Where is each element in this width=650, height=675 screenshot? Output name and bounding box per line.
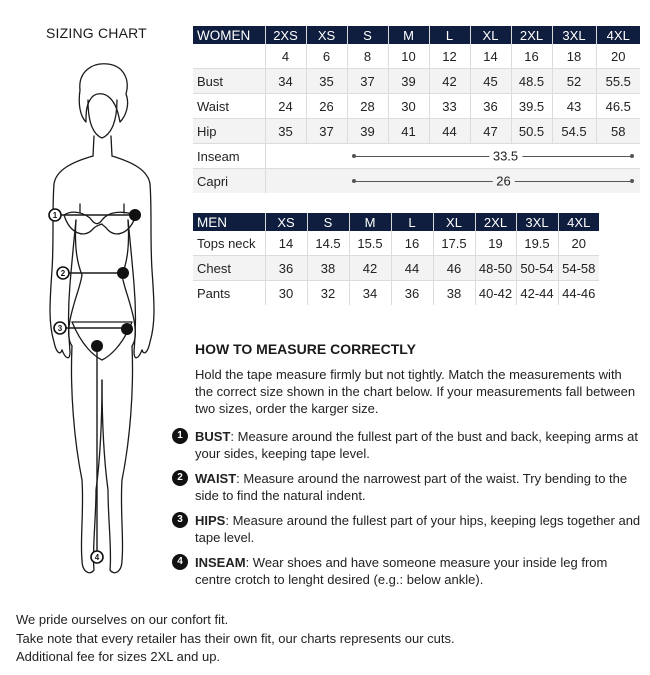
body-figure-illustration xyxy=(20,60,180,600)
table-cell: 58 xyxy=(596,119,640,144)
men-size-xs: XS xyxy=(265,213,307,231)
table-cell: 16 xyxy=(511,44,552,69)
table-cell: 42 xyxy=(429,69,470,94)
table-cell: 24 xyxy=(265,94,306,119)
table-cell: 39 xyxy=(388,69,429,94)
table-cell: 42-44 xyxy=(516,281,558,306)
footer-line-fit: We pride ourselves on our confort fit. xyxy=(16,612,229,627)
step-keyword: INSEAM xyxy=(195,555,246,570)
table-cell: 20 xyxy=(571,235,586,251)
marker-2-label: 2 xyxy=(60,269,66,278)
table-row xyxy=(193,44,640,69)
table-row xyxy=(193,281,599,306)
table-cell: 46.5 xyxy=(596,94,640,119)
women-header-row xyxy=(193,26,640,44)
step-keyword: HIPS xyxy=(195,513,226,528)
table-cell: 15.5 xyxy=(349,231,391,256)
table-cell: 38 xyxy=(307,256,349,281)
men-size-table xyxy=(193,213,599,305)
men-size-4xl: 4XL xyxy=(558,213,599,231)
table-cell: 37 xyxy=(306,119,347,144)
table-cell: 6 xyxy=(306,44,347,69)
women-size-m: M xyxy=(388,26,429,44)
step-keyword: BUST xyxy=(195,429,231,444)
table-cell: 14 xyxy=(265,231,307,256)
table-cell: 20 xyxy=(611,48,626,64)
men-size-s: S xyxy=(307,213,349,231)
table-row xyxy=(193,119,640,144)
table-cell: 19 xyxy=(475,231,516,256)
table-cell: 35 xyxy=(306,69,347,94)
men-size-m: M xyxy=(349,213,391,231)
row-label: Tops neck xyxy=(193,231,265,256)
women-header-label: WOMEN xyxy=(193,26,265,44)
table-cell: 43 xyxy=(552,94,596,119)
men-size-xl: XL xyxy=(433,213,475,231)
table-cell: 10 xyxy=(388,44,429,69)
table-cell: 16 xyxy=(391,231,433,256)
table-cell: 18 xyxy=(552,44,596,69)
women-size-s: S xyxy=(347,26,388,44)
table-cell: 54-58 xyxy=(558,256,599,281)
table-cell: 26 xyxy=(306,94,347,119)
marker-1-label: 1 xyxy=(52,211,58,220)
table-cell: 14 xyxy=(470,44,511,69)
table-cell: 52 xyxy=(552,69,596,94)
table-cell: 4 xyxy=(265,44,306,69)
table-cell: 42 xyxy=(349,256,391,281)
table-cell: 33 xyxy=(429,94,470,119)
table-cell: 39 xyxy=(347,119,388,144)
women-size-xs: XS xyxy=(306,26,347,44)
women-size-2xl: 2XL xyxy=(511,26,552,44)
how-to-measure-intro: Hold the tape measure firmly but not tightly. Match the measurements with the correct size shown in the chart below. If your measurements fall between two sizes, order the karger size. xyxy=(195,367,636,416)
row-label: Capri xyxy=(193,169,265,194)
step-text: : Measure around the fullest part of your hips, keeping legs together and tape level. xyxy=(195,513,641,545)
marker-4-label: 4 xyxy=(94,553,100,562)
table-cell: 45 xyxy=(470,69,511,94)
table-cell: 30 xyxy=(388,94,429,119)
table-cell: 44 xyxy=(429,119,470,144)
table-cell: 30 xyxy=(265,281,307,306)
women-size-xl: XL xyxy=(470,26,511,44)
step-number-1-icon: 1 xyxy=(172,428,188,444)
table-cell: 41 xyxy=(388,119,429,144)
row-label: Pants xyxy=(193,281,265,306)
table-cell: 40-42 xyxy=(475,281,516,306)
table-cell: 28 xyxy=(347,94,388,119)
table-cell: 14.5 xyxy=(307,231,349,256)
table-row xyxy=(193,169,640,194)
table-cell: 47 xyxy=(470,119,511,144)
span-value: 33.5 xyxy=(489,149,522,164)
row-label xyxy=(193,44,265,69)
table-cell: 48.5 xyxy=(511,69,552,94)
table-row xyxy=(193,144,640,169)
page-title: SIZING CHART xyxy=(46,25,147,41)
row-label: Waist xyxy=(193,94,265,119)
step-text: : Measure around the narrowest part of the waist. Try bending to the side to find the natural indent. xyxy=(195,471,628,503)
table-cell: 32 xyxy=(307,281,349,306)
footer-notes xyxy=(16,611,636,667)
table-cell: 34 xyxy=(265,69,306,94)
women-size-4xl: 4XL xyxy=(596,26,640,44)
row-label: Chest xyxy=(193,256,265,281)
table-cell: 46 xyxy=(433,256,475,281)
row-label: Inseam xyxy=(193,144,265,169)
table-cell: 8 xyxy=(347,44,388,69)
table-cell: 36 xyxy=(265,256,307,281)
row-label: Hip xyxy=(193,119,265,144)
footer-line-fee: Additional fee for sizes 2XL and up. xyxy=(16,649,221,664)
span-value: 26 xyxy=(492,174,514,189)
women-size-3xl: 3XL xyxy=(552,26,596,44)
table-cell: 36 xyxy=(470,94,511,119)
step-number-3-icon: 3 xyxy=(172,512,188,528)
table-cell: 39.5 xyxy=(511,94,552,119)
table-cell: 50-54 xyxy=(516,256,558,281)
step-keyword: WAIST xyxy=(195,471,237,486)
step-text: : Measure around the fullest part of the bust and back, keeping arms at your sides, keeping tape level. xyxy=(195,429,638,461)
table-cell: 38 xyxy=(433,281,475,306)
span-cell xyxy=(265,169,640,194)
footer-line-retailer: Take note that every retailer has their own fit, our charts represents our cuts. xyxy=(16,630,455,646)
table-cell: 48-50 xyxy=(475,256,516,281)
table-cell: 37 xyxy=(347,69,388,94)
table-cell: 19.5 xyxy=(516,231,558,256)
table-cell: 36 xyxy=(391,281,433,306)
women-size-2xs: 2XS xyxy=(265,26,306,44)
table-row xyxy=(193,94,640,119)
marker-3-label: 3 xyxy=(57,324,63,333)
men-header-label: MEN xyxy=(193,213,265,231)
step-number-2-icon: 2 xyxy=(172,470,188,486)
table-cell: 12 xyxy=(429,44,470,69)
table-cell: 55.5 xyxy=(596,69,640,94)
men-size-l: L xyxy=(391,213,433,231)
men-size-3xl: 3XL xyxy=(516,213,558,231)
span-cell xyxy=(265,144,640,169)
row-label: Bust xyxy=(193,69,265,94)
women-size-table xyxy=(193,26,640,193)
table-row xyxy=(193,256,599,281)
table-cell: 35 xyxy=(265,119,306,144)
women-size-l: L xyxy=(429,26,470,44)
table-row xyxy=(193,69,640,94)
how-to-measure-heading: HOW TO MEASURE CORRECTLY xyxy=(195,341,416,357)
step-text: : Wear shoes and have someone measure your inside leg from centre crotch to lenght desired (e.g.: below ankle). xyxy=(195,555,608,587)
table-cell: 54.5 xyxy=(552,119,596,144)
table-cell: 17.5 xyxy=(433,231,475,256)
step-number-4-icon: 4 xyxy=(172,554,188,570)
men-size-2xl: 2XL xyxy=(475,213,516,231)
men-header-row xyxy=(193,213,599,231)
table-cell: 44 xyxy=(391,256,433,281)
table-cell: 34 xyxy=(349,281,391,306)
table-row xyxy=(193,231,599,256)
table-cell: 44-46 xyxy=(558,281,599,306)
table-cell: 50.5 xyxy=(511,119,552,144)
